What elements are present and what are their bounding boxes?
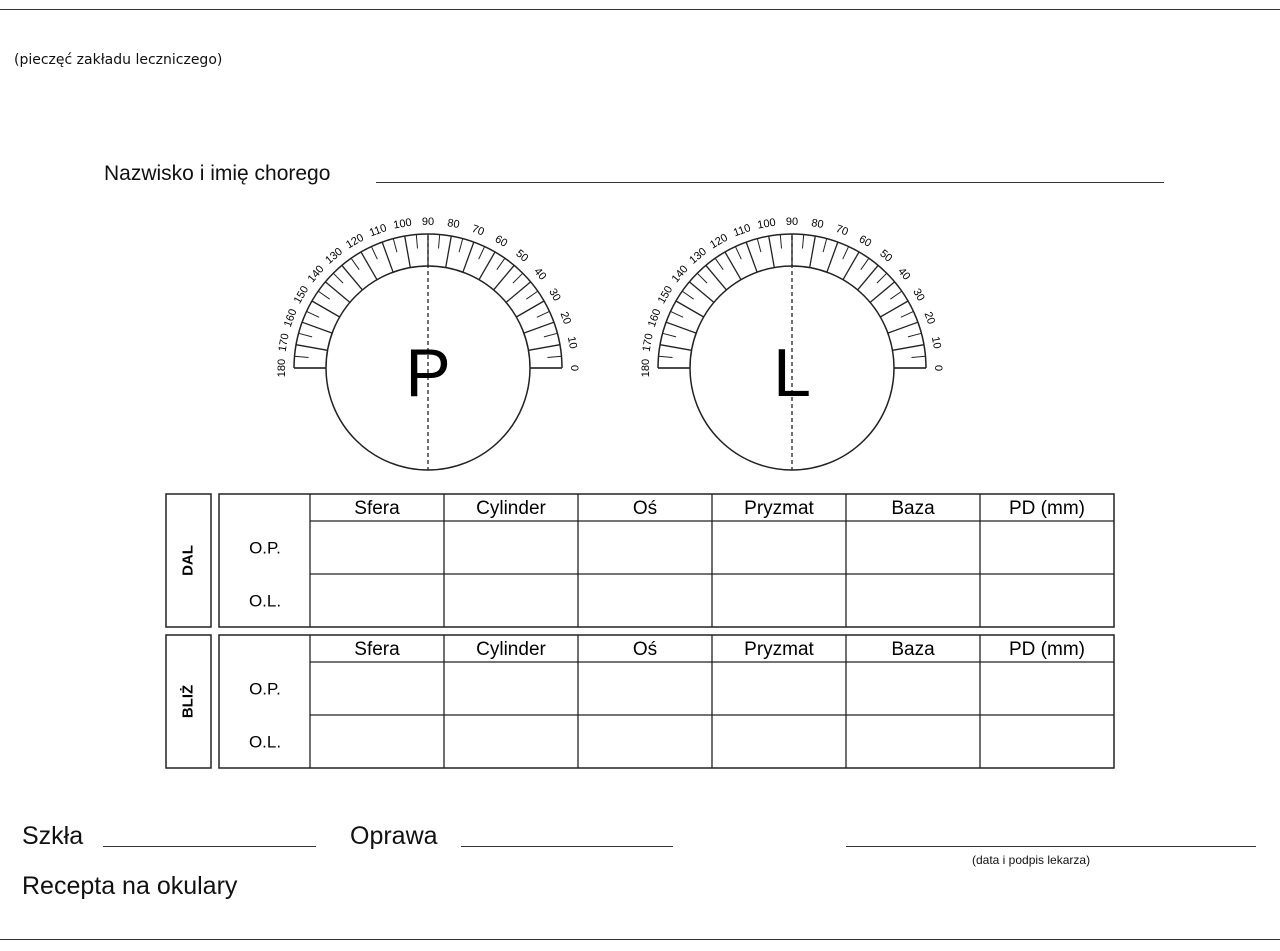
- prescription-table: [0, 490, 1280, 780]
- column-header: PD (mm): [1009, 639, 1085, 660]
- column-header: PD (mm): [1009, 498, 1085, 519]
- dial-scale-label: 70: [470, 222, 486, 239]
- dial-scale-label: 30: [910, 286, 927, 304]
- dial-scale-label: 120: [344, 231, 366, 252]
- frame-label: Oprawa: [350, 822, 438, 850]
- dial-tick: [735, 247, 741, 260]
- dial-scale-label: 90: [421, 215, 435, 228]
- dial-scale-label: 70: [834, 222, 850, 239]
- signature-field[interactable]: [846, 846, 1256, 847]
- dial-tick: [497, 258, 505, 270]
- dial-scale-label: 120: [708, 231, 730, 252]
- dial-tick: [393, 239, 397, 253]
- dial-tick: [537, 311, 550, 317]
- dial-tick: [463, 242, 474, 272]
- dial-tick: [302, 322, 332, 333]
- dial-tick: [769, 236, 775, 268]
- dial-tick: [439, 235, 440, 249]
- dial-tick: [513, 273, 523, 283]
- dial-tick: [682, 291, 694, 299]
- dial-tick: [746, 242, 757, 272]
- dial-tick: [725, 252, 741, 280]
- dial-tick: [548, 356, 562, 357]
- dial-scale-label: 40: [531, 265, 549, 283]
- dial-tick: [307, 311, 320, 317]
- dial-scale-label: 150: [291, 284, 312, 306]
- dial-tick: [526, 291, 538, 299]
- dial-tick: [405, 236, 411, 268]
- dial-tick: [912, 356, 926, 357]
- axis-dial-p: [276, 216, 580, 470]
- dial-scale-label: 40: [895, 265, 913, 283]
- column-header: Cylinder: [476, 639, 546, 660]
- dial-tick: [371, 247, 377, 260]
- dial-tick: [659, 356, 673, 357]
- dial-tick: [888, 322, 918, 333]
- dial-tick: [318, 291, 330, 299]
- dial-tick: [516, 301, 544, 317]
- dial-scale-label: 110: [731, 222, 753, 240]
- dial-tick: [361, 252, 377, 280]
- dial-scale-label: 170: [640, 332, 656, 353]
- dial-scale-label: 170: [276, 332, 292, 353]
- dial-scale-label: 10: [564, 335, 579, 350]
- dial-tick: [312, 301, 340, 317]
- dial-scale-label: 20: [921, 310, 938, 326]
- section-dal: [166, 494, 1114, 627]
- dial-scale-label: 150: [655, 284, 676, 306]
- dial-tick: [877, 273, 887, 283]
- dial-tick: [697, 273, 707, 283]
- section-label: DAL: [179, 545, 197, 576]
- column-header: Sfera: [354, 498, 400, 519]
- dial-scale-label: 10: [928, 335, 943, 350]
- column-header: Oś: [632, 498, 658, 519]
- dial-tick: [715, 258, 723, 270]
- dial-scale-label: 80: [446, 217, 461, 232]
- dial-tick: [908, 333, 922, 337]
- dial-scale-label: 110: [367, 222, 389, 240]
- dial-tick: [459, 239, 463, 253]
- dial-scale-label: 30: [546, 286, 563, 304]
- dial-tick: [296, 345, 328, 351]
- row-label: O.P.: [249, 679, 281, 699]
- dial-scale-label: 20: [557, 310, 574, 326]
- dial-tick: [382, 242, 393, 272]
- dial-scale-label: 130: [323, 245, 346, 267]
- dial-scale-label: 80: [810, 217, 825, 232]
- column-header: Cylinder: [476, 498, 546, 519]
- dial-tick: [676, 301, 704, 317]
- row-label: O.L.: [248, 732, 282, 752]
- eye-letter: L: [773, 335, 811, 411]
- eye-letter: P: [405, 335, 451, 411]
- section-label: BLIŻ: [179, 684, 197, 719]
- dial-tick: [890, 291, 902, 299]
- section-bliz: [166, 635, 1114, 768]
- dial-tick: [843, 247, 849, 260]
- dial-tick: [757, 239, 761, 253]
- dial-tick: [663, 333, 677, 337]
- dial-scale-label: 60: [856, 233, 874, 250]
- bottom-border: [0, 939, 1280, 940]
- dial-scale-label: 50: [877, 247, 895, 265]
- column-header: Baza: [891, 639, 935, 660]
- dial-tick: [810, 236, 816, 268]
- dial-scale-label: 140: [669, 263, 691, 286]
- dial-scale-label: 0: [932, 364, 945, 372]
- glasses-label: Szkła: [22, 822, 84, 850]
- dial-scale-label: 100: [392, 216, 413, 232]
- dial-tick: [901, 311, 914, 317]
- dial-tick: [827, 242, 838, 272]
- column-header: Pryzmat: [744, 639, 814, 660]
- column-header: Baza: [891, 498, 935, 519]
- dial-tick: [861, 258, 869, 270]
- dial-scale-label: 160: [645, 307, 664, 329]
- dial-scale-label: 90: [785, 215, 799, 228]
- dial-scale-label: 0: [568, 364, 581, 372]
- row-label: O.P.: [249, 538, 281, 558]
- dial-scale-label: 60: [492, 233, 510, 250]
- dial-tick: [880, 301, 908, 317]
- dial-tick: [351, 258, 359, 270]
- dial-tick: [333, 273, 343, 283]
- dial-scale-label: 130: [687, 245, 710, 267]
- dial-tick: [479, 252, 495, 280]
- dial-tick: [666, 322, 696, 333]
- column-header: Pryzmat: [744, 498, 814, 519]
- frame-field[interactable]: [461, 846, 673, 847]
- column-header: Oś: [632, 639, 658, 660]
- dial-tick: [299, 333, 313, 337]
- dial-tick: [660, 345, 692, 351]
- dial-tick: [446, 236, 452, 268]
- signature-caption: (data i podpis lekarza): [972, 853, 1091, 867]
- row-label: O.L.: [248, 591, 282, 611]
- dial-tick: [295, 356, 309, 357]
- axis-dial-l: [640, 216, 944, 470]
- dial-scale-label: 140: [305, 263, 327, 286]
- dial-scale-label: 180: [275, 358, 288, 378]
- dial-scale-label: 180: [639, 358, 652, 378]
- dial-scale-label: 160: [281, 307, 300, 329]
- dial-tick: [893, 345, 925, 351]
- dial-scale-label: 50: [513, 247, 531, 265]
- stamp-label: (pieczęć zakładu leczniczego): [14, 52, 223, 68]
- dial-tick: [416, 235, 417, 249]
- dial-tick: [671, 311, 684, 317]
- glasses-field[interactable]: [103, 846, 316, 847]
- dial-tick: [544, 333, 558, 337]
- dial-tick: [843, 252, 859, 280]
- column-header: Sfera: [354, 639, 400, 660]
- dial-tick: [529, 345, 561, 351]
- patient-name-label: Nazwisko i imię chorego: [104, 162, 331, 185]
- dial-tick: [803, 235, 804, 249]
- dial-tick: [823, 239, 827, 253]
- dial-tick: [524, 322, 554, 333]
- document-title: Recepta na okulary: [22, 872, 238, 900]
- dial-tick: [780, 235, 781, 249]
- dial-scale-label: 100: [756, 216, 777, 232]
- dial-tick: [479, 247, 485, 260]
